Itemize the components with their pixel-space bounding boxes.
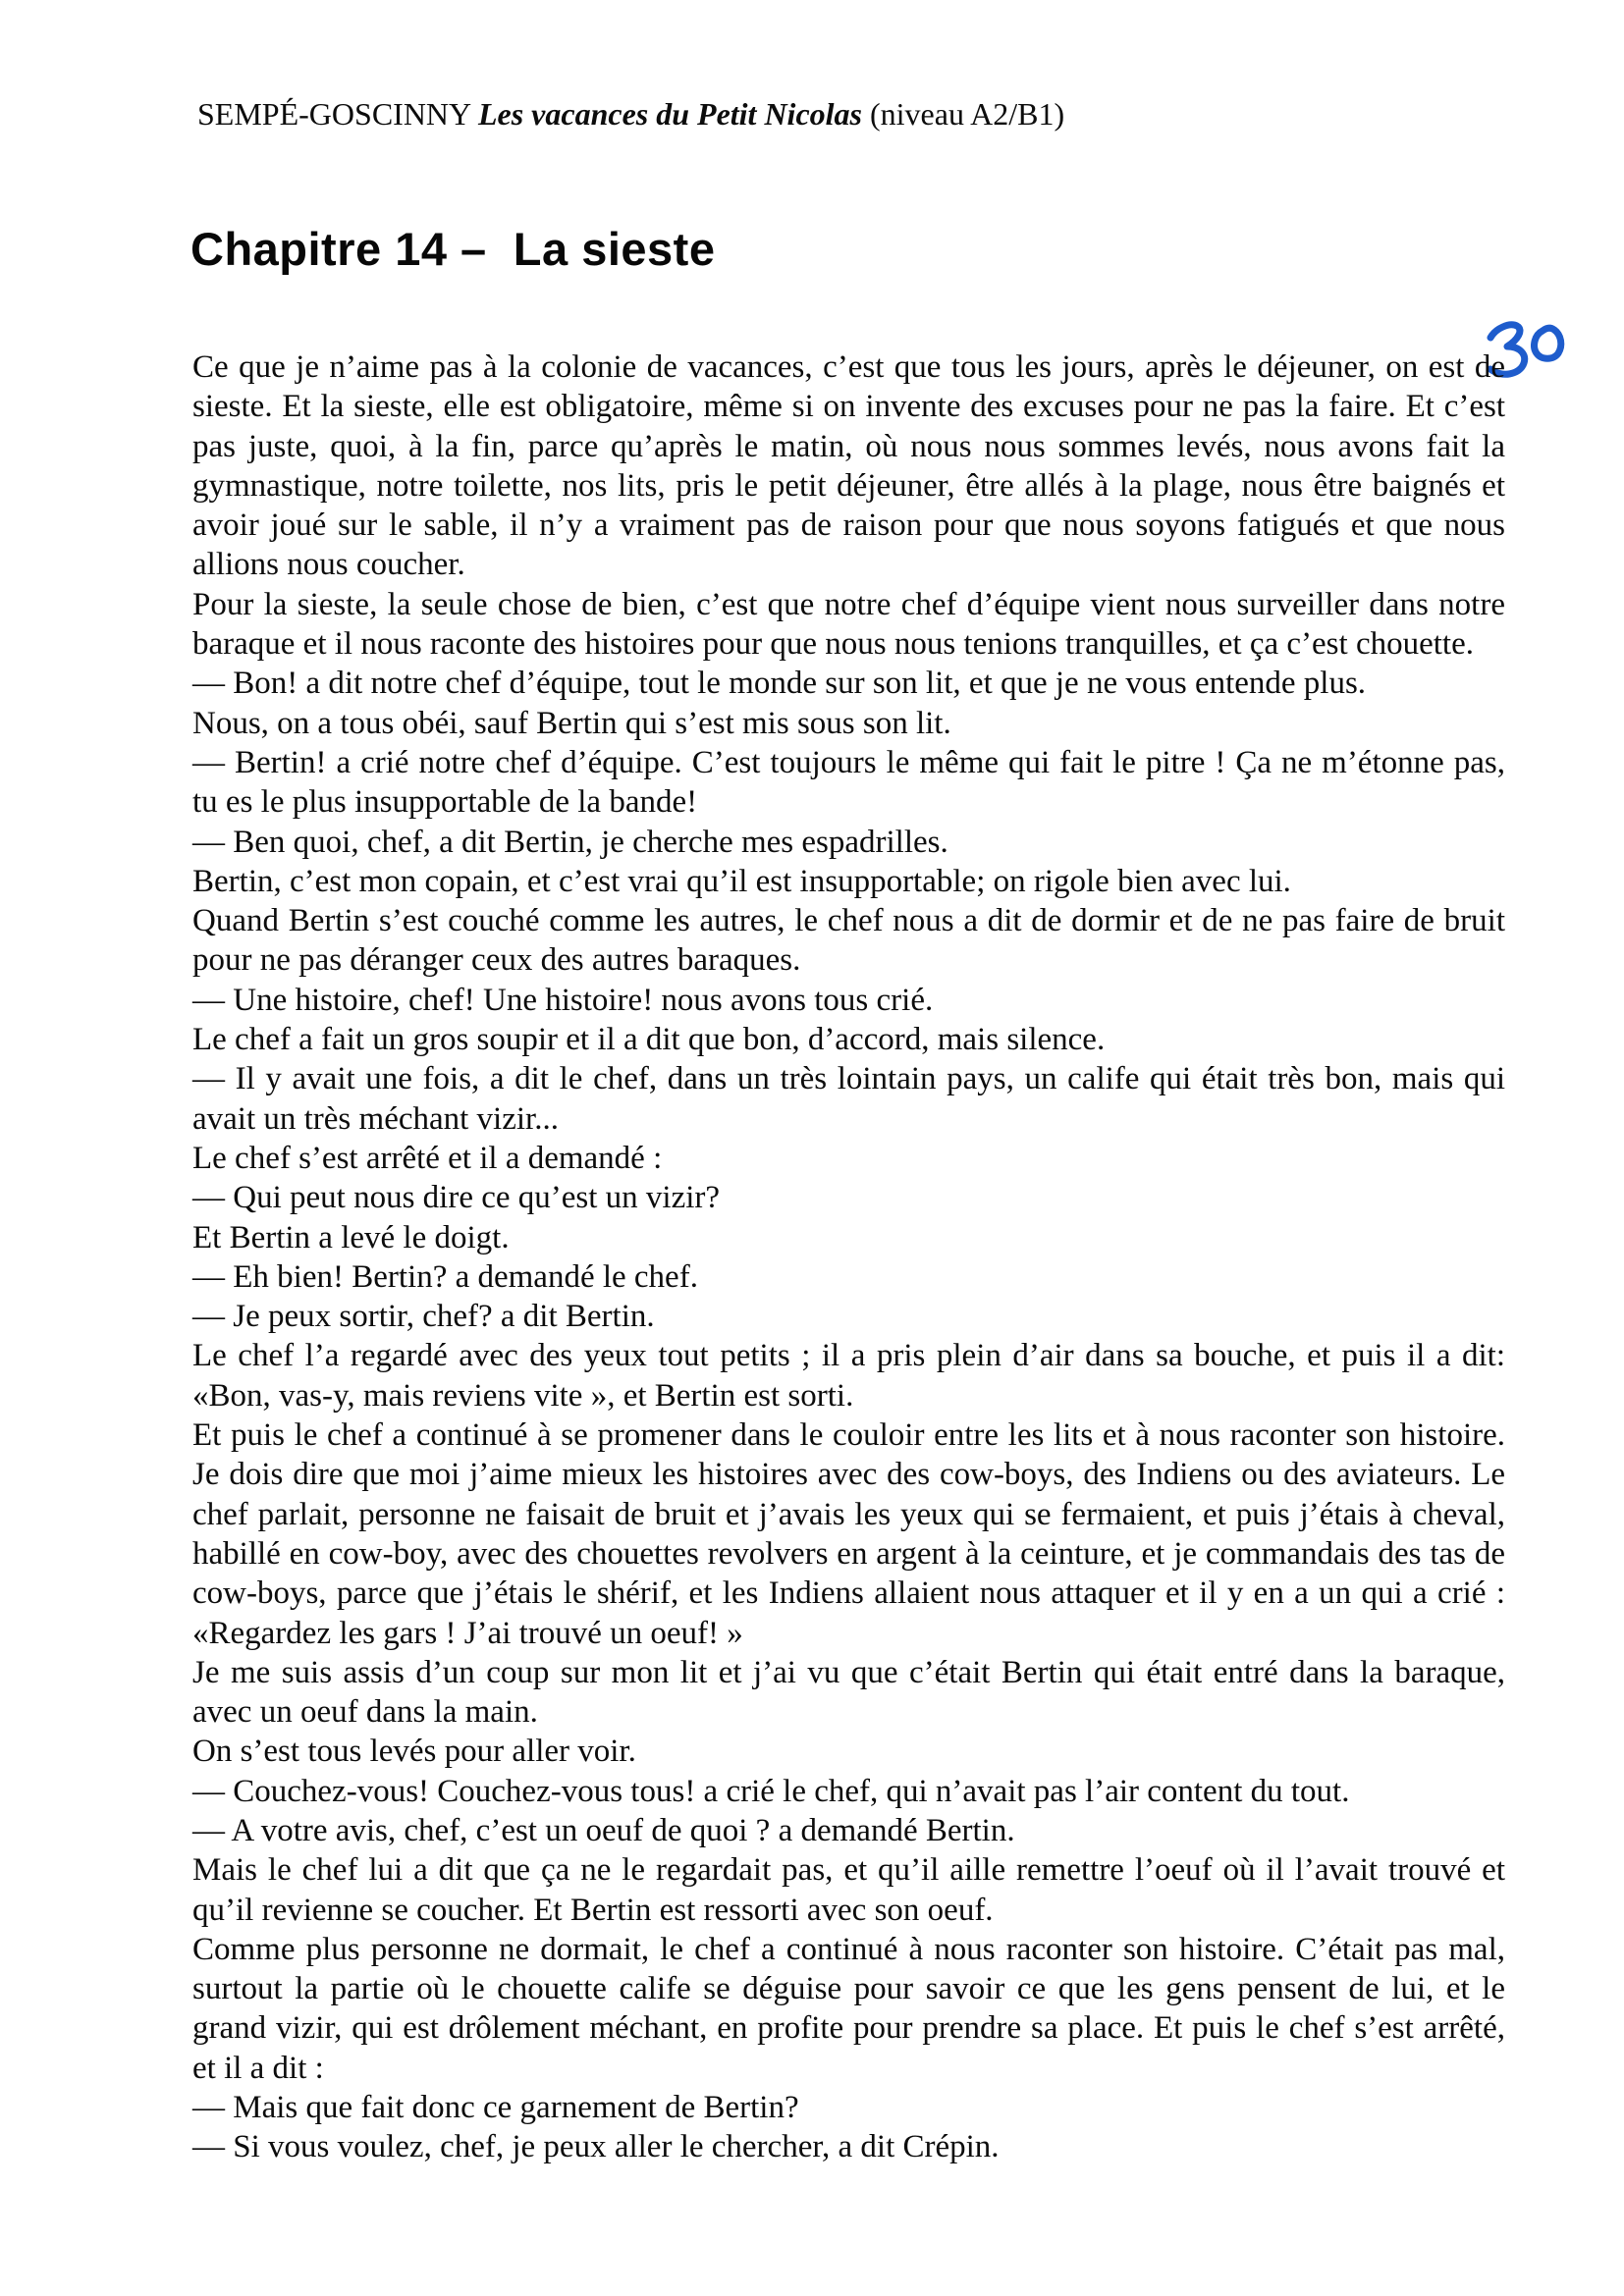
text-paragraph: — Il y avait une fois, a dit le chef, dans un très lointain pays, un calife qui était très bon, mais qui avait un très méchant vizir...: [192, 1061, 1505, 1137]
running-header: [197, 95, 1064, 133]
text-paragraph: Mais le chef lui a dit que ça ne le regardait pas, et qu’il aille remettre l’oeuf où il l’avait trouvé et qu’il revienne se coucher. Et Bertin est ressorti avec son oeuf.: [192, 1852, 1505, 1928]
text-paragraph: — Mais que fait donc ce garnement de Bertin?: [192, 2090, 799, 2126]
text-paragraph: Le chef l’a regardé avec des yeux tout petits ; il a pris plein d’air dans sa bouche, et puis il a dit: «Bon, vas-y, mais reviens vite », et Bertin est sorti.: [192, 1338, 1505, 1414]
text-paragraph: Le chef a fait un gros soupir et il a dit que bon, d’accord, mais silence.: [192, 1022, 1106, 1058]
text-paragraph: On s’est tous levés pour aller voir.: [192, 1734, 636, 1770]
header-level-note: (niveau A2/B1): [869, 96, 1065, 132]
text-paragraph: Le chef s’est arrêté et il a demandé :: [192, 1140, 663, 1176]
text-paragraph: Et Bertin a levé le doigt.: [192, 1219, 510, 1255]
chapter-title: Chapitre 14 – La sieste: [190, 223, 716, 275]
text-paragraph: Je me suis assis d’un coup sur mon lit et j’ai vu que c’était Bertin qui était entré dans la baraque, avec un oeuf dans la main.: [192, 1654, 1505, 1731]
text-paragraph: — Je peux sortir, chef? a dit Bertin.: [192, 1299, 655, 1335]
text-paragraph: — Si vous voulez, chef, je peux aller le chercher, a dit Crépin.: [192, 2129, 1000, 2165]
chapter-body-text: [192, 347, 1505, 2167]
text-paragraph: Comme plus personne ne dormait, le chef a continué à nous raconter son histoire. C’était pas mal, surtout la partie où le chouette calife se déguise pour savoir ce que les gens pensent de lui, et le grand vizir, qui est drôlement méchant, en profite pour prendre sa place. Et puis le chef s’est arrêté, et il a dit :: [192, 1931, 1505, 2086]
text-paragraph: — Bon! a dit notre chef d’équipe, tout le monde sur son lit, et que je ne vous entende plus.: [192, 666, 1367, 702]
text-paragraph: — Ben quoi, chef, a dit Bertin, je cherche mes espadrilles.: [192, 824, 948, 860]
text-paragraph: Ce que je n’aime pas à la colonie de vacances, c’est que tous les jours, après le déjeuner, on est de sieste. Et la sieste, elle est obligatoire, même si on invente des excuses pour ne pas la faire. Et c’est pas juste, quoi, à la fin, parce qu’après le matin, où nous nous sommes levés, nous avons fait la gymnastique, notre toilette, nos lits, pris le petit déjeuner, être allés à la plage, nous être baignés et avoir joué sur le sable, il n’y a vraiment pas de raison pour que nous soyons fatigués et que nous allions nous coucher.: [192, 349, 1505, 583]
handwritten-digit-0: [1535, 328, 1561, 358]
text-paragraph: Bertin, c’est mon copain, et c’est vrai qu’il est insupportable; on rigole bien avec lui.: [192, 863, 1291, 899]
text-paragraph: — Qui peut nous dire ce qu’est un vizir?: [192, 1180, 721, 1216]
text-paragraph: — Une histoire, chef! Une histoire! nous avons tous crié.: [192, 982, 934, 1018]
text-paragraph: — Eh bien! Bertin? a demandé le chef.: [192, 1258, 698, 1295]
text-paragraph: Pour la sieste, la seule chose de bien, c’est que notre chef d’équipe vient nous surveiller dans notre baraque et il nous raconte des histoires pour que nous nous tenions tranquilles, et ça c’est chouette.: [192, 586, 1505, 663]
text-paragraph: Quand Bertin s’est couché comme les autres, le chef nous a dit de dormir et de ne pas faire de bruit pour ne pas déranger ceux des autres baraques.: [192, 903, 1505, 979]
header-book-title: Les vacances du Petit Nicolas: [477, 96, 862, 132]
text-paragraph: — Bertin! a crié notre chef d’équipe. C’est toujours le même qui fait le pitre ! Ça ne m’étonne pas, tu es le plus insupportable de la bande!: [192, 744, 1505, 821]
header-authors: SEMPÉ-GOSCINNY: [197, 96, 470, 132]
text-paragraph: — A votre avis, chef, c’est un oeuf de quoi ? a demandé Bertin.: [192, 1812, 1015, 1848]
text-paragraph: — Couchez-vous! Couchez-vous tous! a crié le chef, qui n’avait pas l’air content du tout.: [192, 1773, 1350, 1809]
text-paragraph: Nous, on a tous obéi, sauf Bertin qui s’est mis sous son lit.: [192, 705, 951, 741]
text-paragraph: Et puis le chef a continué à se promener dans le couloir entre les lits et à nous raconter son histoire. Je dois dire que moi j’aime mieux les histoires avec des cow-boys, des Indiens ou des aviateurs. Le chef parlait, personne ne faisait de bruit et j’avais les yeux qui se fermaient, et puis j’étais à cheval, habillé en cow-boy, avec des chouettes revolvers en argent à la ceinture, et je commandais des tas de cow-boys, parce que j’étais le shérif, et les Indiens allaient nous attaquer et il y en a un qui a crié : «Regardez les gars ! J’ai trouvé un oeuf! »: [192, 1417, 1505, 1651]
